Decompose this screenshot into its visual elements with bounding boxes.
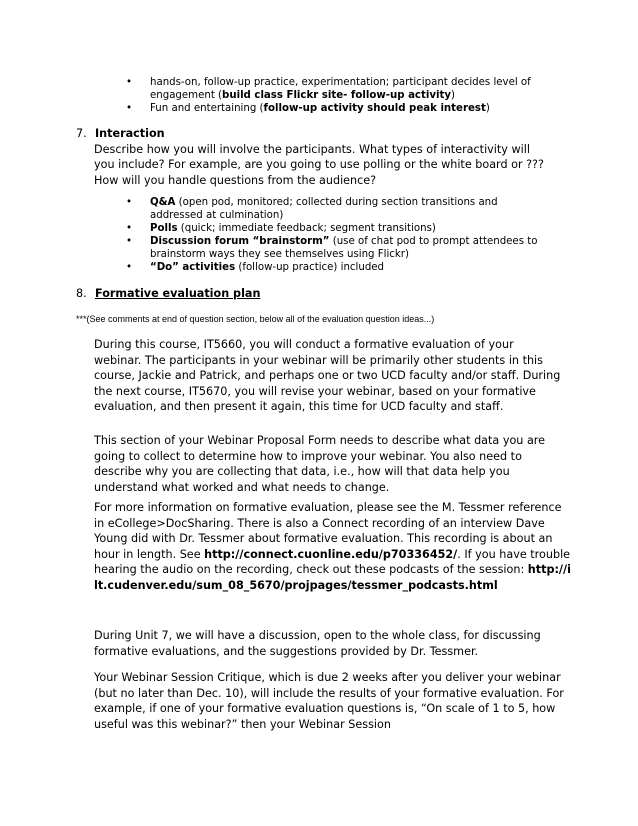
- list-item: • Fun and entertaining (follow-up activity should peak interest): [126, 102, 546, 115]
- paragraph-data-collection: This section of your Webinar Proposal Form needs to describe what data you are going to collect to determine how to improve your webinar. You also need to describe why you are collecting that data, i.e., how will that data help you understand what worked and what needs to change.: [94, 434, 546, 494]
- tessmer-podcasts-link[interactable]: http://ilt.cudenver.edu/sum_08_5670/projpages/tessmer_podcasts.html: [94, 563, 571, 592]
- section-8-number: 8.: [76, 287, 87, 300]
- paragraph-session-critique: Your Webinar Session Critique, which is due 2 weeks after you deliver your webinar (but no later than Dec. 10), will include the results of your formative evaluation. For example, if one of your formative evaluation questions is, “On scale of 1 to 5, how useful was this webinar?” then your Webinar Session: [94, 671, 564, 731]
- paragraph-unit-7-discussion: During Unit 7, we will have a discussion, open to the whole class, for discussing formative evaluations, and the suggestions provided by Dr. Tessmer.: [94, 629, 541, 658]
- section-7-heading: Interaction: [95, 127, 165, 140]
- list-item: • Polls (quick; immediate feedback; segment transitions): [126, 222, 548, 235]
- list-item: • Q&A (open pod, monitored; collected during section transitions and addressed at culmination): [126, 196, 548, 222]
- section-7-description: Describe how you will involve the participants. What types of interactivity will you include? For example, are you going to use polling or the white board or ??? How will you handle questions from the audience?: [94, 143, 544, 187]
- evaluation-note: ***(See comments at end of question section, below all of the evaluation question ideas...): [76, 314, 435, 324]
- engagement-bullet-list: [126, 76, 546, 115]
- paragraph-course-evaluation: During this course, IT5660, you will conduct a formative evaluation of your webinar. The participants in your webinar will be primarily other students in this course, Jackie and Patrick, and perhaps one or two UCD faculty and/or staff. During the next course, IT5670, you will revise your webinar, based on your formative evaluation, and then present it again, this time for UCD faculty and staff.: [94, 338, 561, 414]
- interaction-bullet-list: [126, 196, 548, 274]
- list-item: • hands-on, follow-up practice, experimentation; participant decides level of engagement (build class Flickr site- follow-up activity): [126, 76, 546, 102]
- paragraph-more-information: For more information on formative evaluation, please see the M. Tessmer reference in eCollege>DocSharing. There is also a Connect recording of an interview Dave Young did with Dr. Tessmer about formative evaluation. This recording is about an hour in length. See http://connect.cuonline.edu/p70336452/. If you have trouble hearing the audio on the recording, check out these podcasts of the session: http://ilt.cudenver.edu/sum_08_5670/projpages/tessmer_podcasts.html: [94, 501, 571, 592]
- section-8-heading: Formative evaluation plan: [95, 287, 261, 300]
- list-item: • “Do” activities (follow-up practice) included: [126, 261, 548, 274]
- list-item: • Discussion forum “brainstorm” (use of chat pod to prompt attendees to brainstorm ways they see themselves using Flickr): [126, 235, 548, 261]
- connect-recording-link[interactable]: http://connect.cuonline.edu/p70336452/: [204, 547, 458, 561]
- section-7-number: 7.: [76, 127, 87, 140]
